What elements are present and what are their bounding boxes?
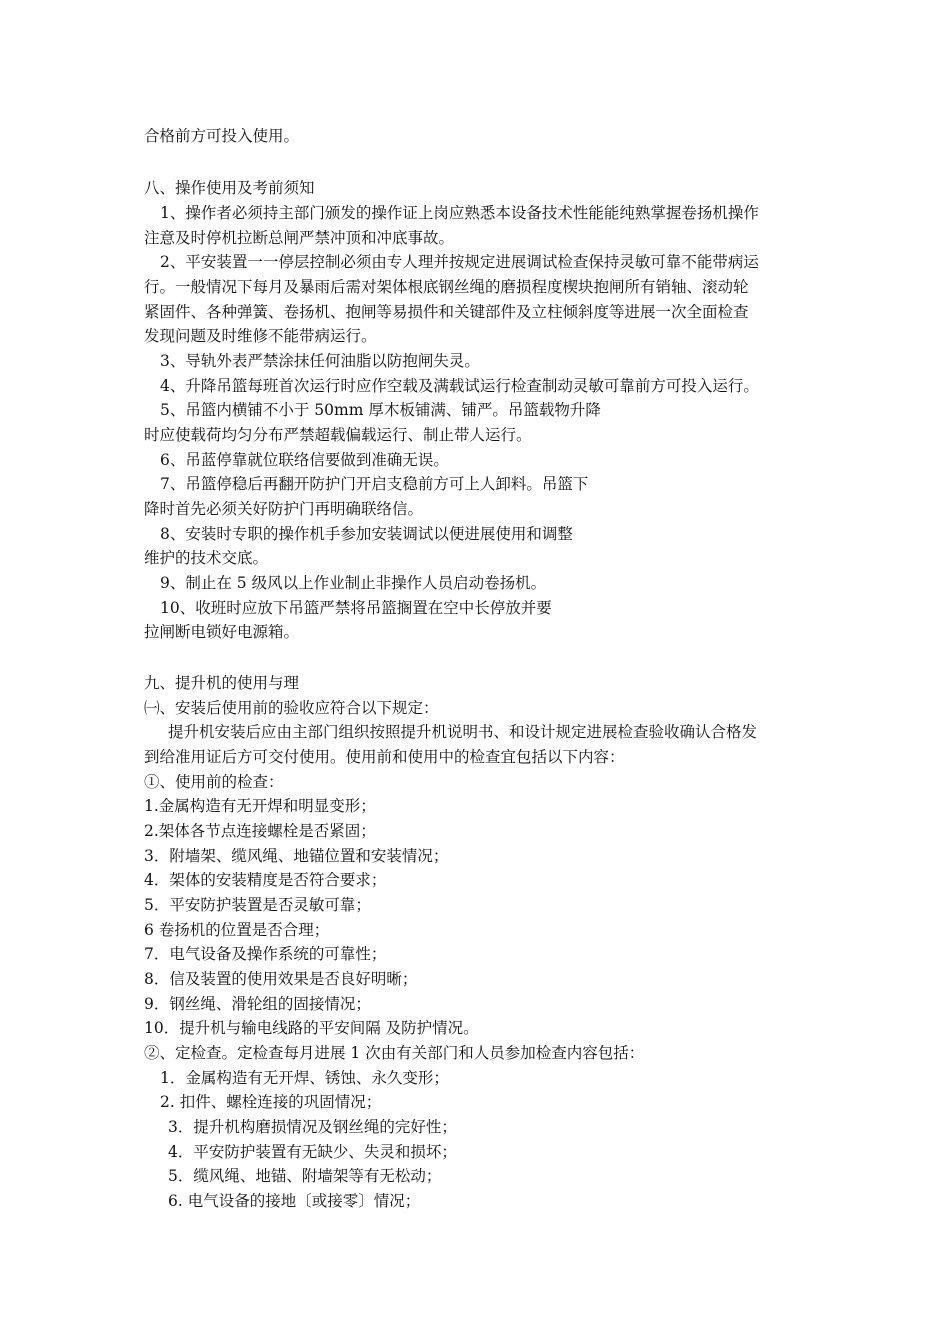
section-9-paragraph: 提升机安装后应由主部门组织按照提升机说明书、和设计规定进展检查验收确认合格发 [168, 723, 758, 741]
check-1-title: ①、使用前的检查： [144, 773, 284, 791]
check-1-item: 1.金属构造有无开焊和明显变形； [144, 797, 376, 815]
section-8-line: 拉闸断电锁好电源箱。 [144, 623, 300, 641]
section-8-line: 时应使载荷均匀分布严禁超载偏载运行、制止带人运行。 [144, 426, 532, 444]
section-8-heading: 八、操作使用及考前须知 [144, 179, 315, 197]
section-8-line: 3、导轨外表严禁涂抹任何油脂以防抱闸失灵。 [160, 352, 480, 370]
section-8-line: 1、操作者必须持主部门颁发的操作证上岗应熟悉本设备技术性能能纯熟掌握卷扬机操作 [160, 204, 759, 222]
section-8-line: 4、升降吊篮每班首次运行时应作空载及满载试运行检查制动灵敏可靠前方可投入运行。 [160, 377, 759, 395]
check-2-item: 3．提升机构磨损情况及钢丝绳的完好性； [168, 1118, 457, 1136]
check-1-item: 2.架体各节点连接螺栓是否紧固； [144, 822, 376, 840]
section-9-paragraph: 到给准用证后方可交付使用。使用前和使用中的检查宜包括以下内容： [144, 748, 625, 766]
section-9-heading: 九、提升机的使用与理 [144, 674, 300, 692]
section-8-line: 7、吊篮停稳后再翻开防护门开启支稳前方可上人卸料。吊篮下 [160, 475, 589, 493]
check-1-item: 7．电气设备及操作系统的可靠性； [144, 945, 387, 963]
check-1-item: 4．架体的安装精度是否符合要求； [144, 871, 387, 889]
check-1-item: 10．提升机与输电线路的平安间隔 及防护情况。 [144, 1019, 479, 1037]
section-8-line: 5、吊篮内横铺不小于 50mm 厚木板铺满、铺严。吊篮载物升降 [160, 401, 601, 419]
section-8-line: 6、吊蓝停靠就位联络信要做到准确无误。 [160, 451, 449, 469]
section-8-line: 8、安装时专职的操作机手参加安装调试以便进展使用和调整 [160, 525, 573, 543]
section-8-line: 注意及时停机拉断总闸严禁冲顶和冲底事故。 [144, 229, 455, 247]
section-8-line: 2、平安装置一一停层控制必须由专人理并按规定进展调试检查保持灵敏可靠不能带病运 [160, 253, 759, 271]
section-9-subheading: ㈠、安装后使用前的验收应符合以下规定： [144, 699, 439, 717]
intro-line: 合格前方可投入使用。 [144, 127, 300, 145]
check-2-item: 4．平安防护装置有无缺少、失灵和损坏； [168, 1143, 457, 1161]
section-8-line: 发现问题及时维修不能带病运行。 [144, 327, 377, 345]
check-2-item: 1．金属构造有无开焊、锈蚀、永久变形； [160, 1069, 449, 1087]
section-8-line: 9、制止在 5 级风以上作业制止非操作人员启动卷扬机。 [160, 574, 547, 592]
check-1-item: 5．平安防护装置是否灵敏可靠； [144, 896, 371, 914]
check-2-item: 6. 电气设备的接地〔或接零〕情况； [168, 1192, 421, 1210]
check-1-item: 6 卷扬机的位置是否合理； [144, 921, 330, 939]
section-8-line: 降时首先必须关好防护门再明确联络信。 [144, 500, 424, 518]
check-2-item: 2. 扣件、螺栓连接的巩固情况； [160, 1093, 382, 1111]
check-1-item: 9．钢丝绳、滑轮组的固接情况； [144, 995, 371, 1013]
section-8-line: 行。一般情况下每月及暴雨后需对架体根底钢丝绳的磨损程度楔块抱闸所有销轴、滚动轮 [144, 278, 749, 296]
check-1-item: 3．附墙架、缆风绳、地锚位置和安装情况； [144, 847, 449, 865]
section-8-line: 10、收班时应放下吊篮严禁将吊篮搁置在空中长停放并要 [160, 599, 552, 617]
section-8-line: 维护的技术交底。 [144, 549, 269, 567]
check-2-item: 5．缆风绳、地锚、附墙架等有无松动； [168, 1167, 442, 1185]
check-2-title: ②、定检查。定检查每月进展 1 次由有关部门和人员参加检查内容包括： [144, 1044, 645, 1062]
check-1-item: 8．信及装置的使用效果是否良好明晰； [144, 970, 418, 988]
section-8-line: 紧固件、各种弹簧、卷扬机、抱闸等易损件和关键部件及立柱倾斜度等进展一次全面检查 [144, 303, 749, 321]
